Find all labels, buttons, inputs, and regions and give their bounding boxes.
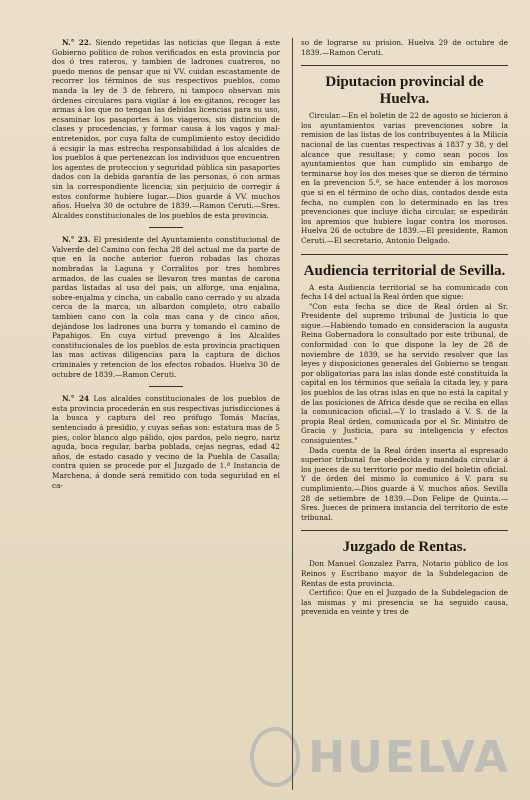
notice-24-body: Los alcaldes constitucionales de los pueblos de esta provincia procederán en sus respectivas jurisdicciones á la busca y captura del reo prófugo Tomás Macías, sentenciado á presidio, y cuyas señas son: estatura mas de 5 pies, color blanco algo pálido, ojos pardos, pelo negro, nariz aguda, boca regular, barba poblada, cejas negras, edad 42 años, de estado casado y vecino de la Puebla de Casalla; contra quien se procede por el Juzgado de 1.ª Instancia de Marchena, á donde será remitido con toda seguridad en el ca- [52,394,280,490]
notice-23-number: N.° 23. [62,235,91,245]
column-divider [292,38,293,790]
notice-23 [52,235,280,379]
audiencia-heading: Audiencia territorial de Sevilla. [303,262,506,279]
notice-24-number: N.° 24 [62,394,90,404]
diputacion-body: Circular.—En el boletin de 22 de agosto se hicieron á los ayuntamientos varias prevenciones sobre la remision de las listas de los contribuyentes á la Milicia nacional de las cuentas respectivas á 1837 y 38, y del alcance que resultase; y como sean pocos los ayuntamientos que han cumplido sin embargo de terminarse hoy los dos meses que se dieron de término en la prevencion 5.ª, se hace entender á los morosos que si en el término de ocho dias, contados desde esta fecha, no cumplen con lo determinado en las tres prevenciones que incluye dicha circular, se espedirán los apremios que hubiere lugar contra los morosos. Huelva 26 de octubre de 1839.—El presidente, Ramon Ceruti.—El secretario, Antonio Delgado. [300,111,508,245]
continuation-text: so de lograrse su prision. Huelva 29 de octubre de 1839.—Ramon Ceruti. [300,38,508,57]
section-separator [149,227,183,228]
left-column [52,38,286,790]
diputacion-heading: Diputacion provincial de Huelva. [325,74,484,108]
library-watermark [250,722,510,792]
section-rule [301,65,508,66]
section-separator [149,386,183,387]
right-column [299,38,508,790]
audiencia-body-3: Dada cuenta de la Real órden inserta al espresado superior tribunal fue obedecida y mandada circular á los jueces de su territorio por medio del boletin oficial. Y de órden del mismo lo comunico á V. para su cumplimiento.—Dios guarde á V. muchos años. Sevilla 28 de setiembre de 1839.—Don Felipe de Quinta.—Sres. Jueces de primera instancia del territorio de este tribunal. [300,445,508,522]
notice-24 [52,394,280,490]
notice-22-number: N.° 22. [62,38,92,47]
juzgado-heading: Juzgado de Rentas. [342,539,467,556]
watermark-text: HUELVA [308,731,510,783]
notice-22 [52,38,280,220]
audiencia-body-1: A esta Audiencia territorial se ha comunicado con fecha 14 del actual la Real órden que sigue: [300,282,508,302]
notice-22-body: Siendo repetidas las noticias que llegan á este Gobierno político de robos verificados en esta provincia por dos ó tres rateros, y tambien de ladrones cuatreros, no puedo menos de pensar que ni VV. cuidan escastamente de recorrer los términos de sus respectivos pueblos, como manda la ley de 3 de febrero, ni tampoco observan mis órdenes circulares para vigilar á los ex-gitanos, recoger las armas á los que no tengan las debidas licencias para su uso, ecsaminar los pasaportes á los viageros, sin distincion de clases y procedencias, y formar causa á los vagos y mal-entretenidos, por cuya falta de cumplimiento estoy decidido á ecsigir la mas estrecha responsabilidad á los alcaldes de los pueblos á que pertenezcan los individuos que encuentren los agentes de proteccion y seguridad pública sin pasaportes dados con la debida garantía de las personas, ó con armas sin la correspondiente licencia; sin perjuicio de corregir á estos conforme hubiere lugar.—Dios guarde á VV. muchos años. Huelva 30 de octubre de 1839.—Ramon Ceruti.—Sres. Alcaldes constitucionales de los pueblos de esta provincia. [52,38,280,220]
section-rule [301,530,508,531]
watermark-seal-icon [250,727,300,787]
audiencia-body-2: "Con esta fecha se dice de Real órden al Sr. Presidente del supremo tribunal de Justicia lo que sigue.—Habiendo tomado en consideracion la augusta Reina Gobernadora lo consultado por este tribunal, de conformidad con lo que dispone la ley de 28 de noviembre de 1839, se ha servido resolver que las leyes y disposiciones generales del Gobierno se tengan por obligatorias para las islas donde esté constituida la capital en los términos que señala la citada ley, y para los pueblos de las otras islas en que no está la capital y de las posiciones de Africa desde que se reciba en ellas la comunicacion oficial.—Y lo traslado á V. S. de la propia Real órden, comunicada por el Sr. Ministro de Gracia y Justicia, para su inteligencia y efectos consiguientes." [300,301,508,445]
notice-23-body: El presidente del Ayuntamiento constitucional de Valverde del Camino con fecha 28 del actual me da parte de que en la noche anterior fueron robadas las chozas nombradas la Laguna y Corralitos por tres hombres armados, de las cuales se llevaron tres mantas de carona pardas listadas al uso del pais, un alforge, una enjalma, sobre-enjalma y cincha, un caballo cano cerrado y su alzada cerca de la marca, un albardon completo, otro caballo tambien cano con la cola mas cana y de cinco años, dejándose los ladrones una burra y tomando el camino de Papahigos. En cuya virtud prevengo á los Alcaldes constitucionales de los pueblos de esta provincia practiquen las mas activas diligencias para la captura de dichos criminales y retencion de los efectos robados. Huelva 30 de octubre de 1839.—Ramon Ceruti. [52,235,280,379]
section-rule [301,254,508,255]
juzgado-body-1: Don Manuel Gonzalez Parra, Notario público de los Reinos y Escribano mayor de la Subdelegacion de Rentas de esta provincia. [300,559,508,588]
juzgado-body-2: Certifico: Que en el Juzgado de la Subdelegacion de las mismas y mi presencia se ha seguido causa, prevenida en veinte y tres de [300,588,508,617]
two-column-layout [52,38,508,790]
